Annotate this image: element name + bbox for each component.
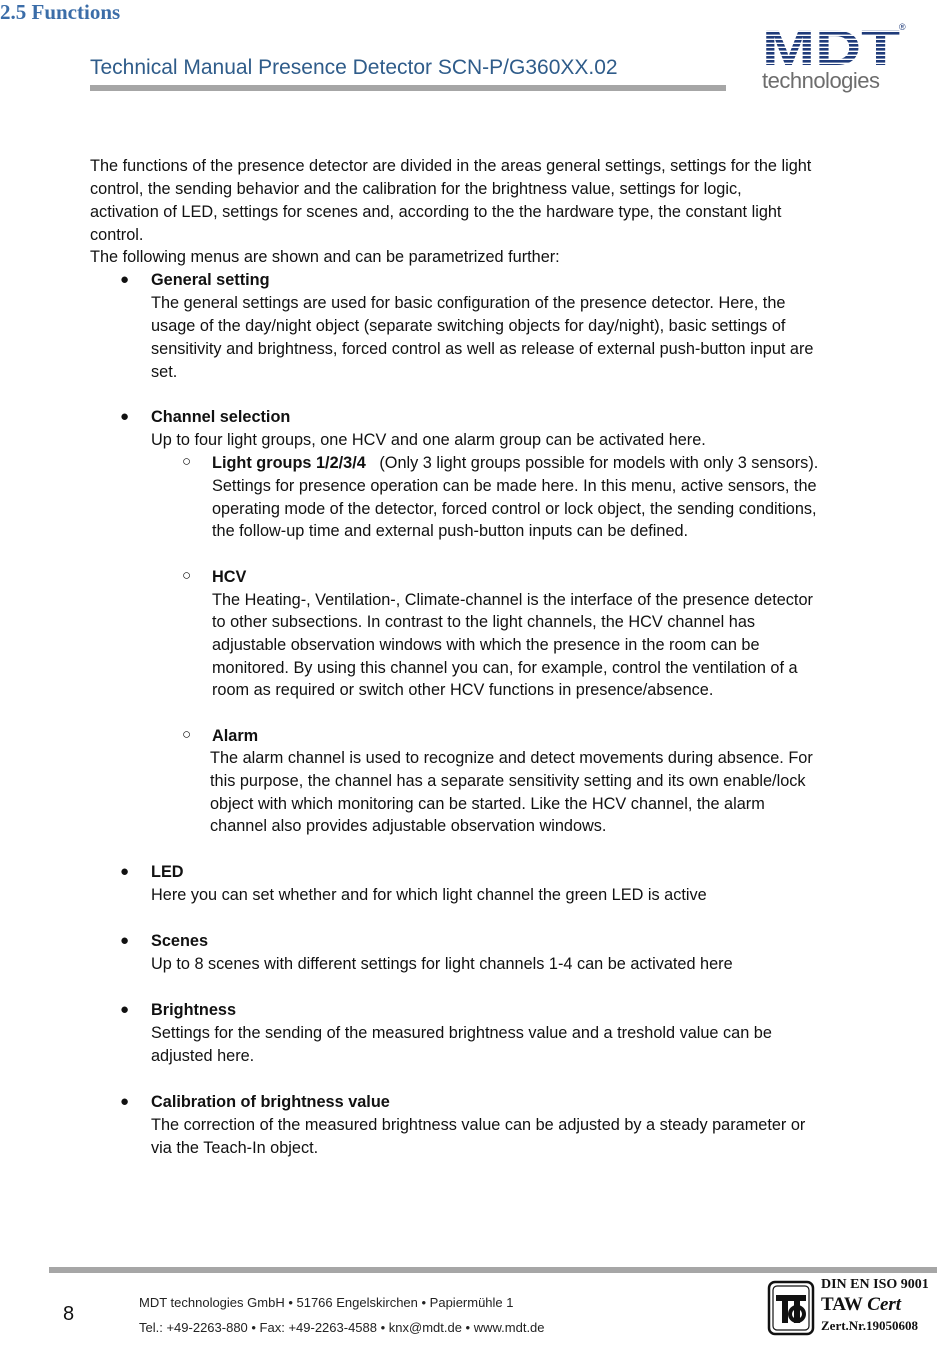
item-line: via the Teach-In object.: [151, 1139, 319, 1157]
item-line: sensitivity and brightness, forced control as well as release of external push-button input are: [151, 340, 814, 358]
item-title-calibration: Calibration of brightness value: [151, 1093, 390, 1111]
subitem-note: (Only 3 light groups possible for models with only 3 sensors).: [379, 454, 819, 472]
item-title-brightness: Brightness: [151, 1001, 237, 1019]
item-title-scenes: Scenes: [151, 932, 209, 950]
subitem-line: The Heating-, Ventilation-, Climate-channel is the interface of the presence detector: [212, 591, 813, 609]
item-title-led: LED: [151, 863, 184, 881]
header-rule: [90, 85, 726, 91]
footer-address: MDT technologies GmbH • 51766 Engelskirchen • Papiermühle 1: [139, 1295, 514, 1310]
certification-badge: [767, 1277, 937, 1339]
cert-number: Zert.Nr.19050608: [821, 1318, 919, 1333]
cert-standard: DIN EN ISO 9001: [821, 1277, 929, 1292]
taw-cert-logo: [767, 1280, 815, 1336]
intro-line: The functions of the presence detector are divided in the areas general settings, settings for the light: [90, 157, 812, 175]
circle-bullet-icon: ○: [182, 567, 192, 584]
subitem-title-alarm: Alarm: [212, 727, 259, 745]
cert-name-cert: Cert: [867, 1294, 902, 1315]
footer-rule: [49, 1267, 937, 1273]
cert-name-taw: TAW: [821, 1294, 863, 1315]
subitem-line: room as required or switch other HCV functions in presence/absence.: [212, 681, 714, 699]
item-line: Up to four light groups, one HCV and one alarm group can be activated here.: [151, 431, 706, 449]
bullet-icon: ●: [120, 1093, 130, 1110]
subitem-line: to other subsections. In contrast to the light channels, the HCV channel has: [212, 613, 756, 631]
section-heading: 2.5 Functions: [0, 0, 121, 24]
cert-name: [821, 1294, 901, 1316]
subitem-line: object with which monitoring can be started. Like the HCV channel, the alarm: [210, 795, 765, 813]
subitem-line: this purpose, the channel has a separate sensitivity setting and its own enable/lock: [210, 772, 806, 790]
item-title-general: General setting: [151, 271, 270, 289]
intro-line: control, the sending behavior and the calibration for the brightness value, settings for logic,: [90, 180, 742, 198]
item-line: The correction of the measured brightness value can be adjusted by a steady parameter or: [151, 1116, 806, 1134]
subitem-title-hcv: HCV: [212, 568, 247, 586]
intro-line: The following menus are shown and can be parametrized further:: [90, 248, 560, 266]
document-title: Technical Manual Presence Detector SCN-P/G360XX.02: [90, 56, 618, 79]
registered-mark: ®: [899, 22, 906, 32]
subitem-title-row: [212, 452, 818, 475]
bullet-icon: ●: [120, 271, 130, 288]
circle-bullet-icon: ○: [182, 453, 192, 470]
subitem-line: operating mode of the detector, forced control or lock object, the sending conditions,: [212, 500, 817, 518]
circle-bullet-icon: ○: [182, 726, 192, 743]
subitem-line: channel also provides adjustable observation windows.: [210, 817, 607, 835]
mdt-logo-mark: [762, 24, 902, 68]
subitem-line: monitored. By using this channel you can, for example, control the ventilation of a: [212, 659, 798, 677]
intro-line: control.: [90, 226, 144, 244]
item-line: usage of the day/night object (separate switching objects for day/night), basic settings of: [151, 317, 786, 335]
logo-letters: MDT: [762, 24, 900, 68]
intro-line: activation of LED, settings for scenes and, according to the the hardware type, the constant light: [90, 203, 782, 221]
bullet-icon: ●: [120, 1001, 130, 1018]
subitem-line: Settings for presence operation can be made here. In this menu, active sensors, the: [212, 477, 817, 495]
mdt-logo: [760, 24, 910, 96]
item-line: Here you can set whether and for which light channel the green LED is active: [151, 886, 707, 904]
subitem-title-light-groups: Light groups 1/2/3/4: [212, 454, 366, 472]
item-line: Up to 8 scenes with different settings for light channels 1-4 can be activated here: [151, 955, 733, 973]
bullet-icon: ●: [120, 863, 130, 880]
subitem-line: adjustable observation windows with which the presence in the room can be: [212, 636, 760, 654]
subitem-line: the follow-up time and external push-button inputs can be defined.: [212, 522, 689, 540]
item-line: Settings for the sending of the measured brightness value and a treshold value can be: [151, 1024, 772, 1042]
item-line: adjusted here.: [151, 1047, 255, 1065]
item-title-channel: Channel selection: [151, 408, 291, 426]
item-line: The general settings are used for basic configuration of the presence detector. Here, the: [151, 294, 786, 312]
item-line: set.: [151, 363, 178, 381]
bullet-icon: ●: [120, 408, 130, 425]
bullet-icon: ●: [120, 932, 130, 949]
page-number: 8: [63, 1303, 75, 1325]
logo-subtext: technologies: [762, 68, 880, 93]
subitem-line: The alarm channel is used to recognize and detect movements during absence. For: [210, 749, 813, 767]
footer-contact: Tel.: +49-2263-880 • Fax: +49-2263-4588 • knx@mdt.de • www.mdt.de: [139, 1320, 545, 1335]
